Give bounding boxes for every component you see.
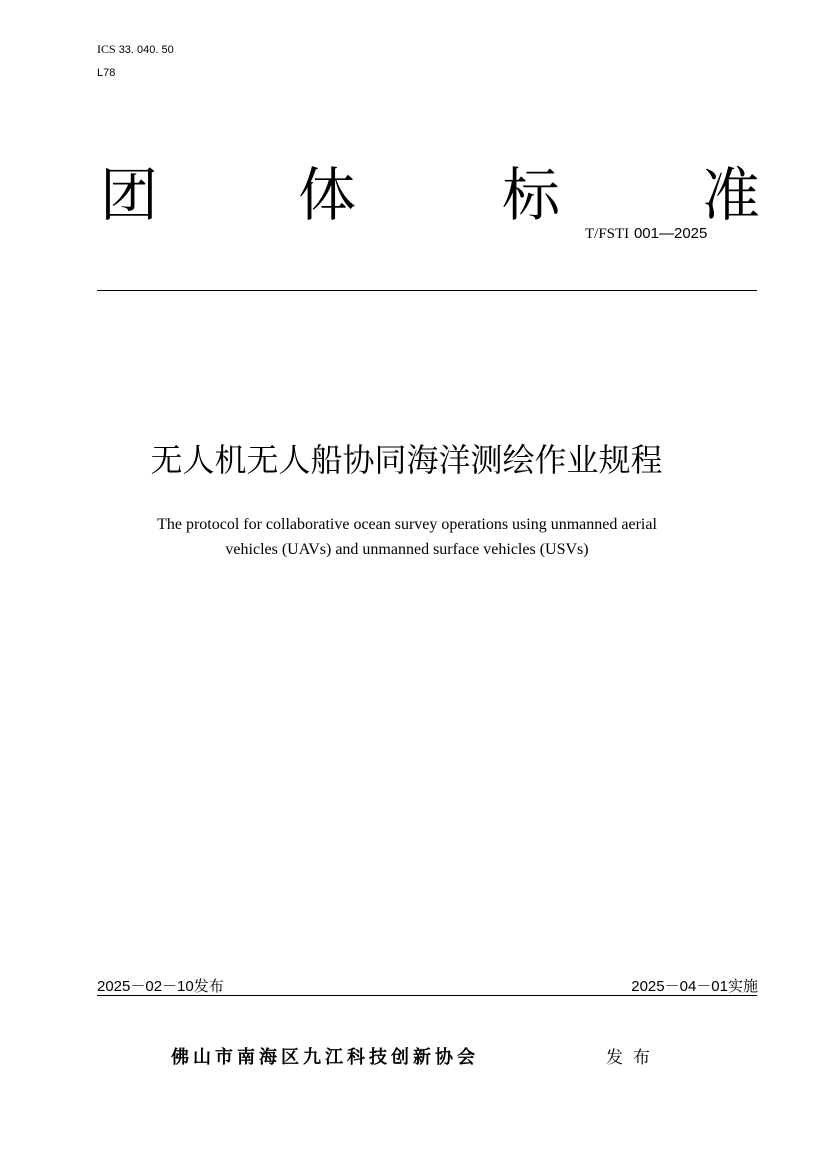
ics-number: 33. 040. 50 [118, 44, 174, 56]
publisher-name: 佛山市南海区九江科技创新协会 [171, 1047, 479, 1068]
standard-number-value: 001—2025 [633, 225, 708, 242]
standard-number [585, 224, 707, 243]
english-title-line-2: vehicles (UAVs) and unmanned surface vehicles (USVs) [225, 541, 589, 558]
standard-type-char-1: 团 [100, 161, 159, 229]
implement-date-value: 2025－04－01 [631, 978, 728, 995]
standard-type-char-2: 体 [298, 161, 357, 229]
implement-date [631, 976, 758, 997]
english-title-line-1: The protocol for collaborative ocean survey operations using unmanned aerial [157, 516, 657, 533]
header-divider [97, 290, 757, 291]
chinese-title: 无人机无人船协同海洋测绘作业规程 [150, 441, 663, 479]
ics-label: ICS [97, 42, 116, 56]
publish-date-label: 发布 [193, 977, 224, 995]
english-title [97, 512, 717, 562]
standard-type-char-3: 标 [502, 161, 561, 229]
footer-divider [97, 995, 757, 996]
ics-code [97, 42, 174, 58]
standard-type-char-4: 准 [702, 161, 761, 229]
publisher-action: 发布 [606, 1048, 660, 1068]
publish-date [97, 976, 224, 997]
standard-number-prefix: T/FSTI [585, 226, 630, 242]
publish-date-value: 2025－02－10 [97, 978, 194, 995]
implement-date-label: 实施 [727, 977, 758, 995]
ccs-code: L78 [97, 67, 116, 79]
